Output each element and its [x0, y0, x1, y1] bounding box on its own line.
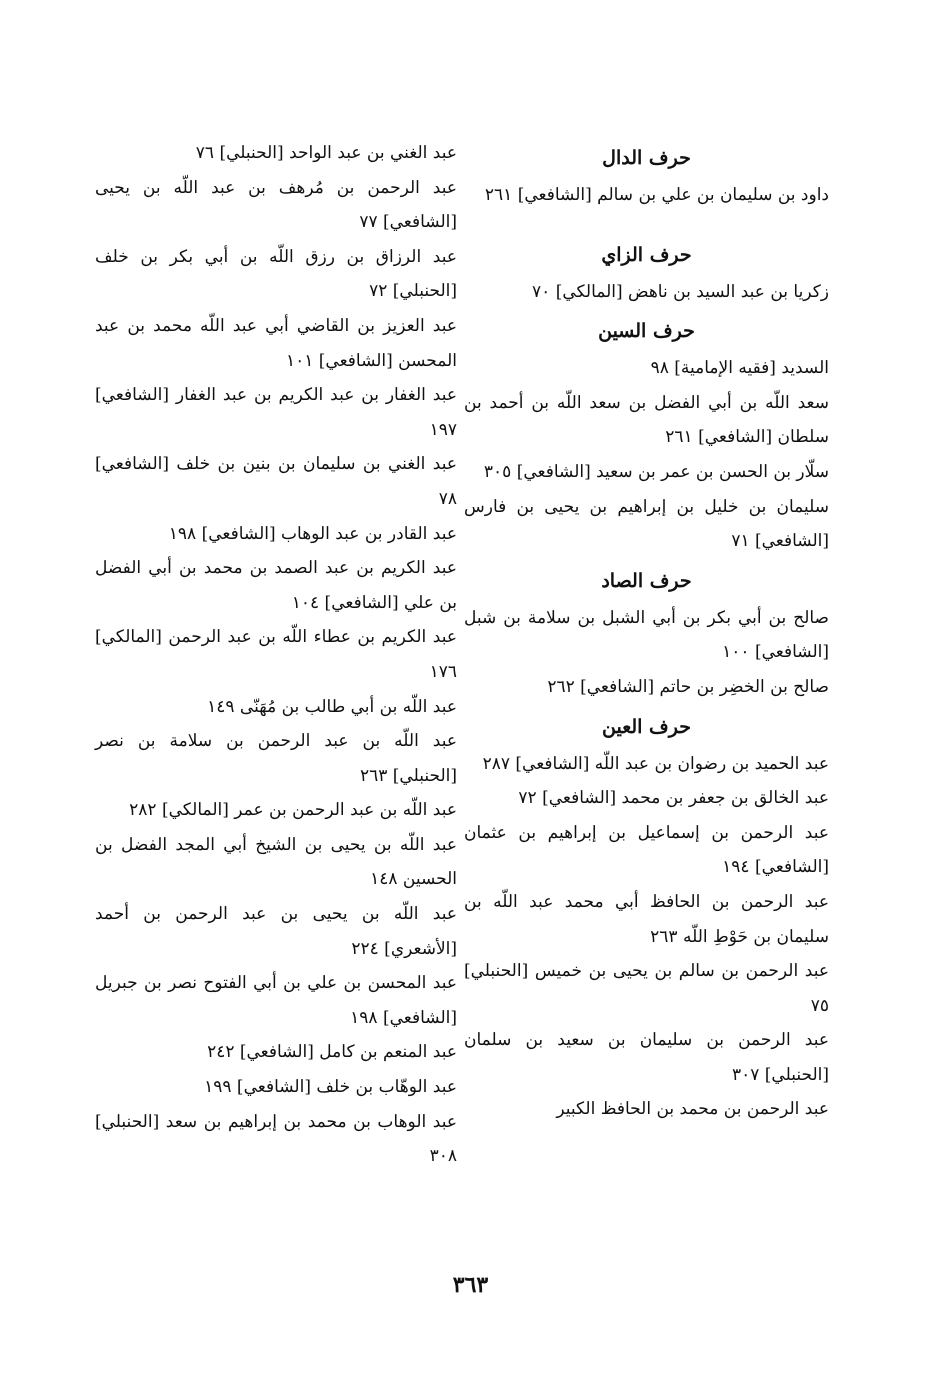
section-heading-sin: حرف السين: [598, 320, 695, 343]
index-entry: داود بن سليمان بن علي بن سالم [الشافعي] ٢٦١: [484, 185, 829, 205]
index-entry: عبد الحميد بن رضوان بن عبد اللّه [الشافعي] ٢٨٧: [482, 753, 829, 774]
index-entry: عبد الرحمن بن محمد بن الحافظ الكبير: [556, 1099, 829, 1120]
right-column: [464, 136, 829, 1127]
section-heading-dal: حرف الدال: [602, 147, 691, 169]
index-entry: عبد المحسن بن علي بن أبي الفتوح نصر بن جبريل [الشافعي] ١٩٨: [95, 973, 457, 1028]
section-heading-ain: حرف العين: [602, 715, 691, 738]
index-entry: عبد الغني بن عبد الواحد [الحنبلي] ٧٦: [195, 143, 457, 163]
index-entry: عبد الرزاق بن رزق اللّه بن أبي بكر بن خلف [الحنبلي] ٧٢: [95, 246, 457, 302]
index-entry: السديد [فقيه الإمامية] ٩٨: [650, 358, 829, 379]
index-entry: عبد الوهّاب بن خلف [الشافعي] ١٩٩: [204, 1077, 457, 1098]
index-entry: زكريا بن عبد السيد بن ناهض [المالكي] ٧٠: [532, 281, 829, 302]
section-heading-zay: حرف الزاي: [601, 243, 692, 266]
index-entry: سعد اللّه بن أبي الفضل بن سعد اللّه بن أحمد بن سلطان [الشافعي] ٢٦١: [464, 392, 829, 448]
index-entry: صالح بن الخضِر بن حاتم [الشافعي] ٢٦٢: [547, 676, 829, 697]
index-entry: سلّار بن الحسن بن عمر بن سعيد [الشافعي] ٣٠٥: [483, 461, 829, 482]
index-entry: عبد العزيز بن القاضي أبي عبد اللّه محمد بن عبد المحسن [الشافعي] ١٠١: [95, 315, 457, 371]
index-entry: سليمان بن خليل بن إبراهيم بن يحيى بن فارس [الشافعي] ٧١: [464, 496, 829, 552]
left-column: [95, 136, 457, 1174]
index-entry: عبد اللّه بن يحيى بن الشيخ أبي المجد الفضل بن الحسين ١٤٨: [95, 834, 457, 890]
index-entry: عبد الوهاب بن محمد بن إبراهيم بن سعد [الحنبلي] ٣٠٨: [95, 1111, 457, 1167]
index-entry: عبد اللّه بن يحيى بن عبد الرحمن بن أحمد [الأشعري] ٢٢٤: [95, 904, 457, 959]
index-entry: عبد الرحمن بن سالم بن يحيى بن خميس [الحنبلي] ٧٥: [464, 961, 829, 1016]
section-heading-sad: حرف الصاد: [601, 569, 692, 592]
index-entry: عبد الكريم بن عطاء اللّه بن عبد الرحمن [المالكي] ١٧٦: [95, 627, 457, 682]
index-entry: عبد اللّه بن عبد الرحمن بن عمر [المالكي] ٢٨٢: [129, 800, 457, 821]
index-entry: عبد الكريم بن عبد الصمد بن محمد بن أبي الفضل بن علي [الشافعي] ١٠٤: [95, 558, 457, 613]
index-entry: عبد الغني بن سليمان بن بنين بن خلف [الشافعي] ٧٨: [95, 454, 457, 509]
index-entry: عبد الغفار بن عبد الكريم بن عبد الغفار [الشافعي] ١٩٧: [95, 385, 457, 440]
index-entry: عبد اللّه بن أبي طالب بن مُهَنّى ١٤٩: [207, 696, 457, 717]
index-entry: عبد الرحمن بن إسماعيل بن إبراهيم بن عثمان [الشافعي] ١٩٤: [464, 822, 829, 878]
index-entry: عبد الخالق بن جعفر بن محمد [الشافعي] ٧٢: [518, 788, 829, 809]
index-entry: عبد المنعم بن كامل [الشافعي] ٢٤٢: [207, 1042, 457, 1063]
index-entry: عبد القادر بن عبد الوهاب [الشافعي] ١٩٨: [168, 523, 457, 544]
index-entry: عبد الرحمن بن الحافظ أبي محمد عبد اللّه بن سليمان بن حَوْطِ اللّه ٢٦٣: [464, 891, 829, 947]
index-entry: عبد الرحمن بن مُرهف بن عبد اللّه بن يحيى [الشافعي] ٧٧: [95, 177, 457, 233]
index-entry: صالح بن أبي بكر بن أبي الشبل بن سلامة بن شبل [الشافعي] ١٠٠: [464, 607, 829, 663]
page-number: ٣٦٣: [452, 1272, 489, 1298]
index-entry: عبد الرحمن بن سليمان بن سعيد بن سلمان [الحنبلي] ٣٠٧: [464, 1030, 829, 1085]
index-entry: عبد اللّه بن عبد الرحمن بن سلامة بن نصر [الحنبلي] ٢٦٣: [95, 731, 457, 786]
